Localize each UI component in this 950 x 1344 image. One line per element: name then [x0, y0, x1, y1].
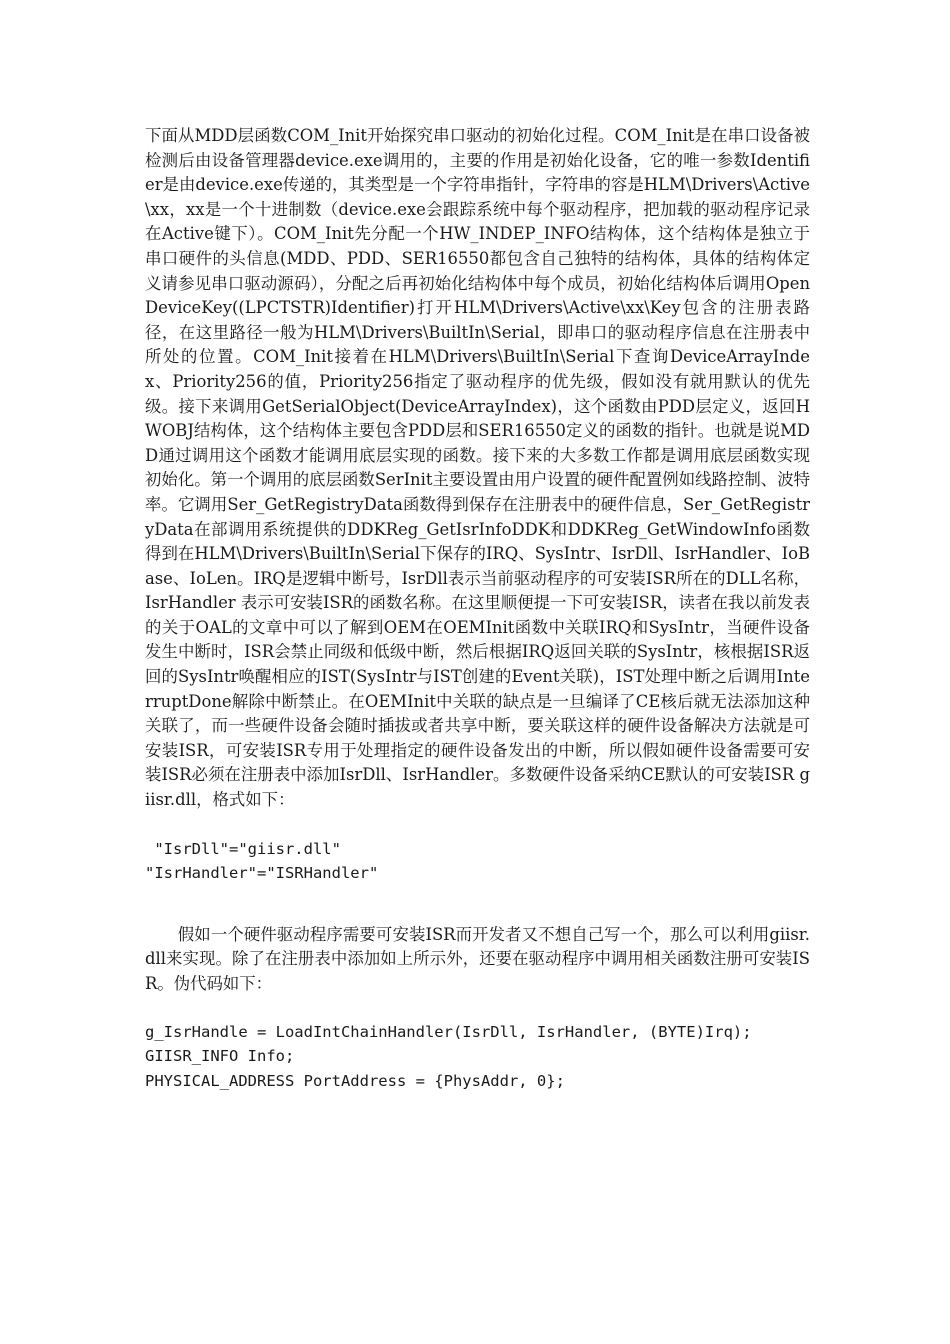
document-body — [145, 124, 810, 1093]
spacer — [145, 997, 810, 1020]
spacer — [145, 886, 810, 923]
code-line-giisr-info: GIISR_INFO Info; — [145, 1047, 295, 1066]
code-line-port-address: PHYSICAL_ADDRESS PortAddress = {PhysAddr, 0}; — [145, 1071, 565, 1090]
intro-paragraph: 下面从MDD层函数COM_Init开始探究串口驱动的初始化过程。COM_Init是在串口设备被检测后由设备管理器device.exe调用的，主要的作用是初始化设备，它的唯一参数Identifier是由device.exe传递的，其类型是一个字符串指针，字符串的容是HLM\Drivers\Active\xx，xx是一个十进制数（device.exe会跟踪系统中每个驱动程序，把加载的驱动程序记录在Active键下）。COM_Init先分配一个HW_INDEP_INFO结构体，这个结构体是独立于串口硬件的头信息(MDD、PDD、SER16550都包含自己独特的结构体，具体的结构体定义请参见串口驱动源码），分配之后再初始化结构体中每个成员，初始化结构体后调用OpenDeviceKey((LPCTSTR)Identifier)打开HLM\Drivers\Active\xx\Key包含的注册表路径，在这里路径一般为HLM\Drivers\BuiltIn\Serial，即串口的驱动程序信息在注册表中所处的位置。COM_Init接着在HLM\Drivers\BuiltIn\Serial下查询DeviceArrayIndex、Priority256的值，Priority256指定了驱动程序的优先级，假如没有就用默认的优先级。接下来调用GetSerialObject(DeviceArrayIndex)，这个函数由PDD层定义，返回HWOBJ结构体，这个结构体主要包含PDD层和SER16550定义的函数的指针。也就是说MDD通过调用这个函数才能调用底层实现的函数。接下来的大多数工作都是调用底层函数实现初始化。第一个调用的底层函数SerInit主要设置由用户设置的硬件配置例如线路控制、波特率。它调用Ser_GetRegistryData函数得到保存在注册表中的硬件信息，Ser_GetRegistryData在部调用系统提供的DDKReg_GetIsrInfoDDK和DDKReg_GetWindowInfo函数得到在HLM\Drivers\BuiltIn\Serial下保存的IRQ、SysIntr、IsrDll、IsrHandler、IoBase、IoLen。IRQ是逻辑中断号，IsrDll表示当前驱动程序的可安装ISR所在的DLL名称，IsrHandler 表示可安装ISR的函数名称。在这里顺便提一下可安装ISR，读者在我以前发表的关于OAL的文章中可以了解到OEM在OEMInit函数中关联IRQ和SysIntr，当硬件设备发生中断时，ISR会禁止同级和低级中断，然后根据IRQ返回关联的SysIntr，核根据ISR返回的SysIntr唤醒相应的IST(SysIntr与IST创建的Event关联)，IST处理中断之后调用InterruptDone解除中断禁止。在OEMInit中关联的缺点是一旦编译了CE核后就无法添加这种关联了，而一些硬件设备会随时插拔或者共享中断，要关联这样的硬件设备解决方法就是可安装ISR，可安装ISR专用于处理指定的硬件设备发出的中断，所以假如硬件设备需要可安装ISR必须在注册表中添加IsrDll、IsrHandler。多数硬件设备采纳CE默认的可安装ISR giisr.dll，格式如下： — [145, 126, 810, 810]
giisr-paragraph: 假如一个硬件驱动程序需要可安装ISR而开发者又不想自己写一个，那么可以利用giisr.dll来实现。除了在注册表中添加如上所示外，还要在驱动程序中调用相关函数注册可安装ISR。伪代码如下： — [145, 924, 810, 993]
code-line-load-handler: g_IsrHandle = LoadIntChainHandler(IsrDll, IsrHandler, (BYTE)Irq); — [145, 1022, 752, 1041]
spacer — [145, 813, 810, 837]
registry-line-isrhandler: "IsrHandler"="ISRHandler" — [145, 864, 379, 883]
registry-line-isrdll: "IsrDll"="giisr.dll" — [145, 839, 341, 858]
